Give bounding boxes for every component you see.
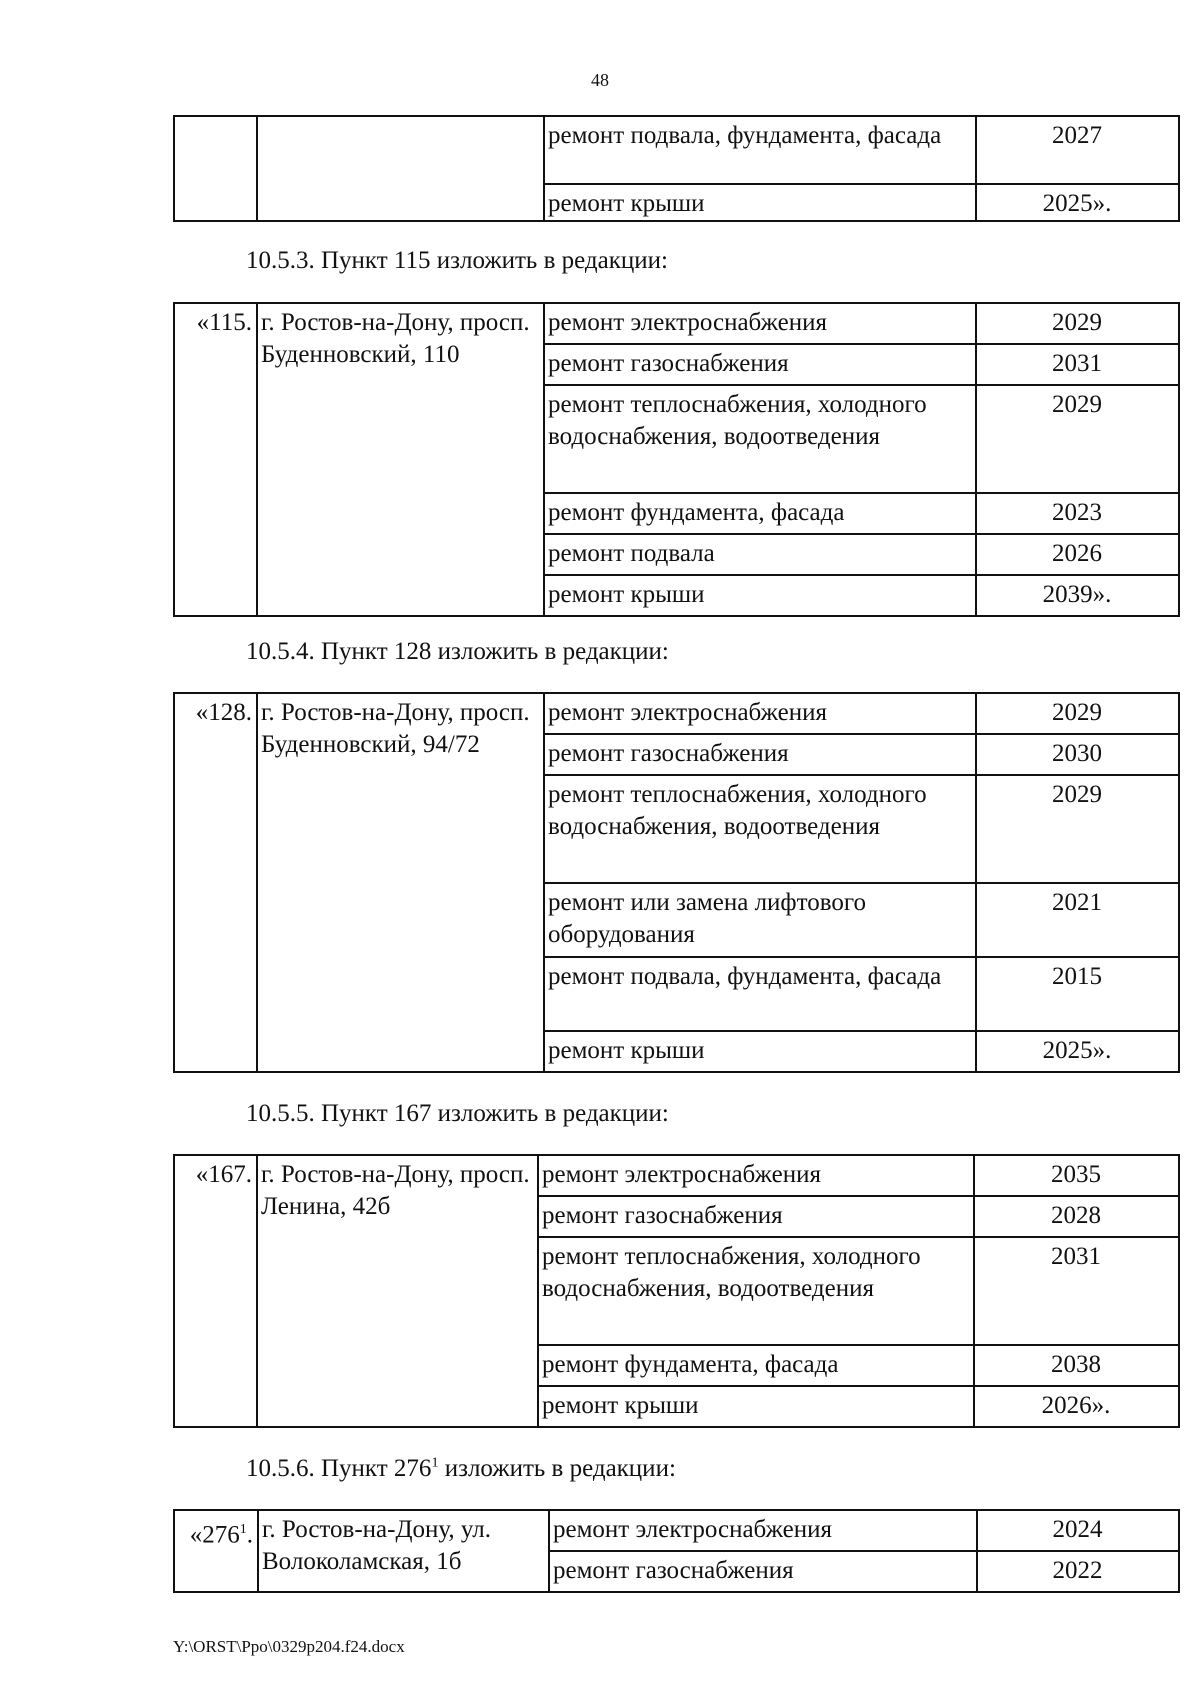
year-cell: 2039».	[976, 575, 1179, 616]
work-cell: ремонт подвала, фундамента, фасада	[544, 116, 976, 184]
year-cell: 2038	[974, 1345, 1179, 1386]
work-cell: ремонт фундамента, фасада	[538, 1345, 974, 1386]
work-cell: ремонт газоснабжения	[544, 344, 976, 385]
work-cell: ремонт теплоснабжения, холодного водоснабжения, водоотведения	[544, 385, 976, 493]
table-row	[174, 1155, 1179, 1196]
work-cell: ремонт газоснабжения	[549, 1551, 977, 1592]
year-cell: 2029	[976, 303, 1179, 344]
year-cell: 2026».	[974, 1386, 1179, 1427]
work-cell: ремонт крыши	[544, 184, 976, 221]
year-cell: 2025».	[976, 184, 1179, 221]
item-number: «167.	[174, 1155, 257, 1427]
work-cell: ремонт газоснабжения	[544, 734, 976, 775]
table-row	[174, 116, 1179, 184]
year-cell: 2031	[976, 344, 1179, 385]
table-row	[174, 1510, 1179, 1551]
year-cell: 2029	[976, 775, 1179, 883]
year-cell: 2029	[976, 385, 1179, 493]
address-cell: г. Ростов-на-Дону, просп. Буденновский, 110	[257, 303, 544, 616]
work-cell: ремонт электроснабжения	[544, 303, 976, 344]
section-heading: 10.5.4. Пункт 128 изложить в редакции:	[246, 638, 669, 665]
item-number	[174, 1510, 258, 1592]
continuation-table	[173, 115, 1180, 222]
work-cell: ремонт крыши	[538, 1386, 974, 1427]
table-row	[174, 303, 1179, 344]
work-cell: ремонт подвала	[544, 534, 976, 575]
year-cell: 2023	[976, 493, 1179, 534]
item-number-text: «276	[189, 1521, 240, 1549]
item-115-table	[173, 302, 1180, 617]
item-number-suffix: .	[246, 1521, 253, 1549]
section-heading: 10.5.3. Пункт 115 изложить в редакции:	[246, 247, 668, 274]
address-cell	[257, 116, 544, 221]
work-cell: ремонт газоснабжения	[538, 1196, 974, 1237]
address-cell: г. Ростов-на-Дону, просп. Ленина, 42б	[257, 1155, 538, 1427]
year-cell: 2026	[976, 534, 1179, 575]
work-cell: ремонт крыши	[544, 1031, 976, 1072]
year-cell: 2035	[974, 1155, 1179, 1196]
number-cell	[174, 116, 257, 221]
work-cell: ремонт крыши	[544, 575, 976, 616]
work-cell: ремонт электроснабжения	[549, 1510, 977, 1551]
work-cell: ремонт теплоснабжения, холодного водоснабжения, водоотведения	[544, 775, 976, 883]
item-number-superscript: 1	[239, 1522, 247, 1537]
address-cell: г. Ростов-на-Дону, просп. Буденновский, 94/72	[257, 693, 544, 1072]
year-cell: 2015	[976, 957, 1179, 1031]
year-cell: 2025».	[976, 1031, 1179, 1072]
year-cell: 2030	[976, 734, 1179, 775]
item-276-1-table	[173, 1509, 1180, 1593]
footer-file-path: Y:\ORST\Ppo\0329p204.f24.docx	[173, 1637, 405, 1656]
work-cell: ремонт теплоснабжения, холодного водоснабжения, водоотведения	[538, 1237, 974, 1345]
year-cell: 2021	[976, 883, 1179, 957]
section-heading	[246, 1455, 676, 1483]
section-heading: 10.5.5. Пункт 167 изложить в редакции:	[246, 1100, 669, 1127]
heading-text: изложить в редакции:	[438, 1455, 676, 1482]
heading-text: 10.5.6. Пункт 276	[246, 1455, 432, 1482]
year-cell: 2027	[976, 116, 1179, 184]
item-number: «128.	[174, 693, 257, 1072]
year-cell: 2024	[977, 1510, 1179, 1551]
year-cell: 2028	[974, 1196, 1179, 1237]
work-cell: ремонт электроснабжения	[538, 1155, 974, 1196]
work-cell: ремонт подвала, фундамента, фасада	[544, 957, 976, 1031]
work-cell: ремонт электроснабжения	[544, 693, 976, 734]
item-167-table	[173, 1154, 1180, 1428]
year-cell: 2031	[974, 1237, 1179, 1345]
address-cell: г. Ростов-на-Дону, ул. Волоколамская, 1б	[258, 1510, 549, 1592]
table-row	[174, 693, 1179, 734]
item-number: «115.	[174, 303, 257, 616]
year-cell: 2022	[977, 1551, 1179, 1592]
work-cell: ремонт или замена лифтового оборудования	[544, 883, 976, 957]
page-number: 48	[591, 70, 609, 90]
heading-superscript: 1	[431, 1455, 439, 1471]
work-cell: ремонт фундамента, фасада	[544, 493, 976, 534]
item-128-table	[173, 692, 1180, 1073]
year-cell: 2029	[976, 693, 1179, 734]
